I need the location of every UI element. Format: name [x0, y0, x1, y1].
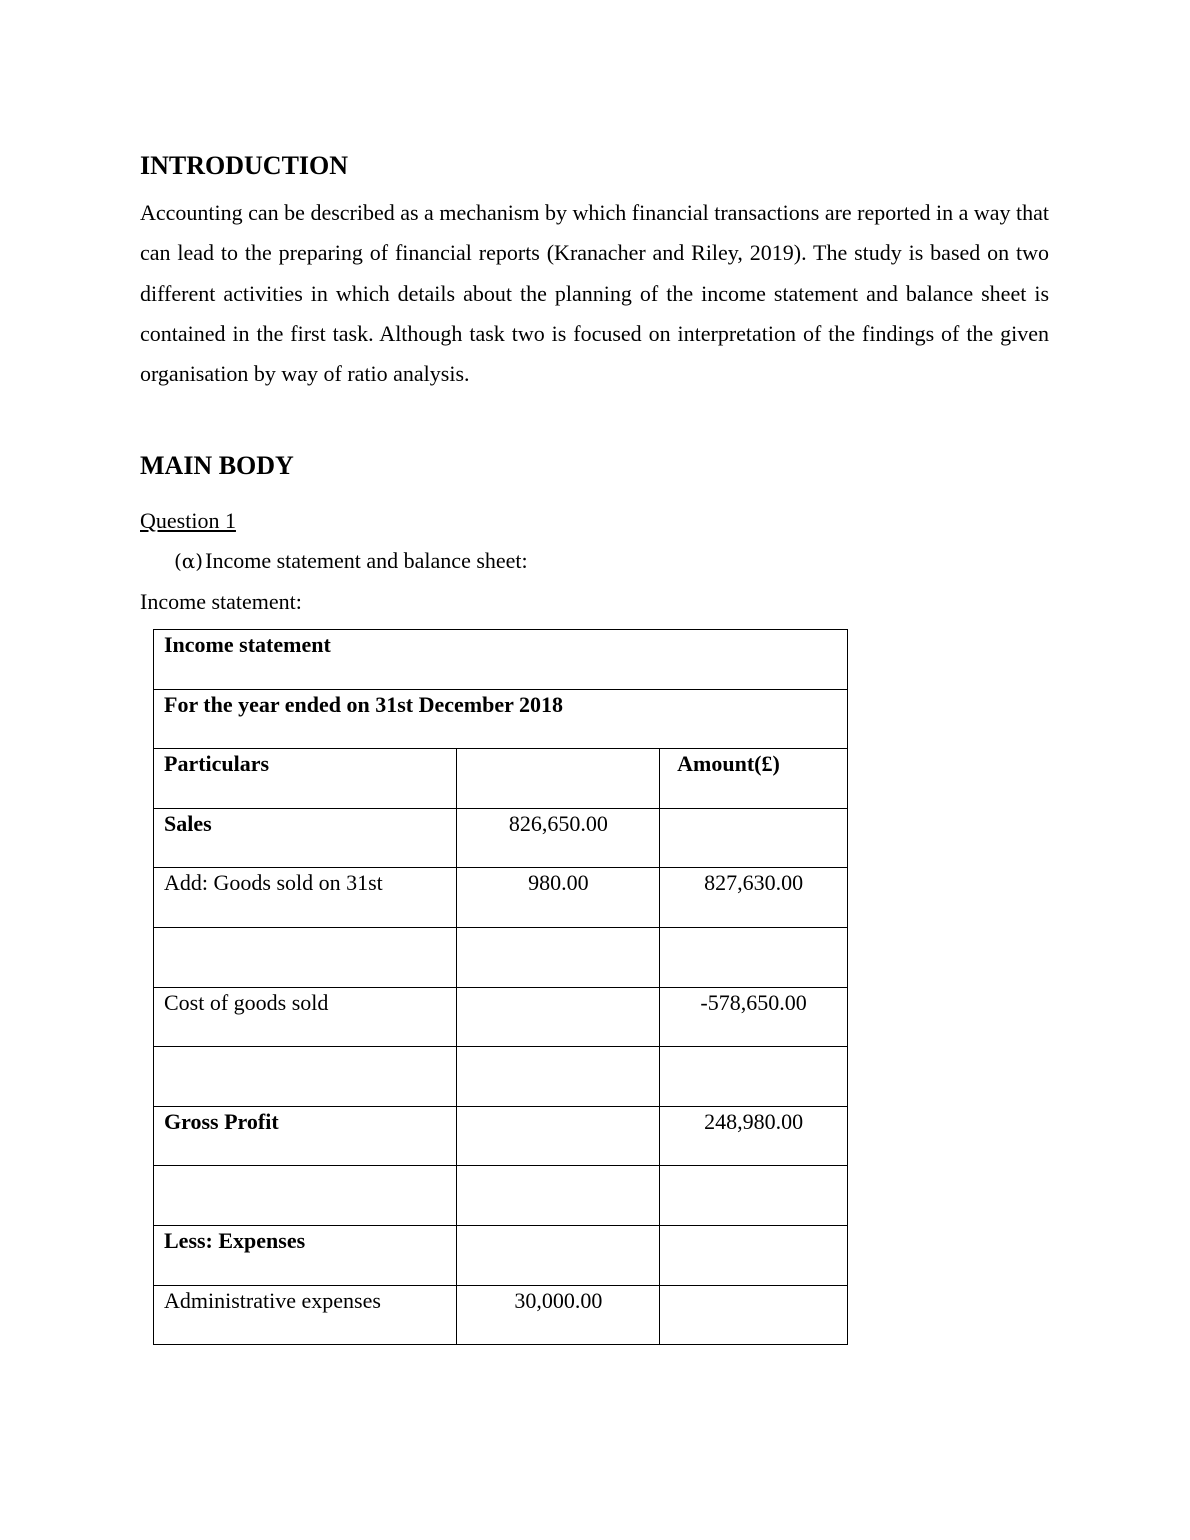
table-row — [154, 1106, 848, 1166]
row-amount — [660, 1285, 848, 1345]
row-label: Cost of goods sold — [154, 987, 457, 1047]
header-amount: Amount(£) — [660, 749, 848, 809]
row-mid-value — [457, 927, 660, 987]
row-mid-value — [457, 1047, 660, 1107]
income-statement-table — [153, 629, 848, 1345]
header-particulars: Particulars — [154, 749, 457, 809]
row-label: Less: Expenses — [154, 1225, 457, 1285]
row-label — [154, 1047, 457, 1107]
row-amount — [660, 1225, 848, 1285]
table-row — [154, 1285, 848, 1345]
header-middle — [457, 749, 660, 809]
table-row — [154, 808, 848, 868]
table-caption: Income statement: — [140, 589, 302, 614]
row-mid-value — [457, 1225, 660, 1285]
question-1-label: Question 1 — [140, 508, 236, 533]
row-amount — [660, 1166, 848, 1226]
table-row — [154, 1225, 848, 1285]
introduction-paragraph: Accounting can be described as a mechanism by which financial transactions are reported in a way that can lead to the preparing of financial reports (Kranacher and Riley, 2019). The study is based on two different activities in which details about the planning of the income statement and balance sheet is contained in the first task. Although task two is focused on interpretation of the findings of the given organisation by way of ratio analysis. — [140, 200, 1049, 387]
sub-item-a — [174, 548, 528, 574]
row-label: Add: Goods sold on 31st — [154, 868, 457, 928]
row-label: Gross Profit — [154, 1106, 457, 1166]
row-label: Sales — [154, 808, 457, 868]
list-marker: (α) — [174, 549, 204, 573]
row-mid-value: 826,650.00 — [457, 808, 660, 868]
row-label — [154, 1166, 457, 1226]
table-period: For the year ended on 31st December 2018 — [154, 689, 848, 749]
row-mid-value: 980.00 — [457, 868, 660, 928]
main-body-heading: MAIN BODY — [140, 451, 294, 480]
row-amount: -578,650.00 — [660, 987, 848, 1047]
row-mid-value: 30,000.00 — [457, 1285, 660, 1345]
row-label — [154, 927, 457, 987]
row-amount — [660, 808, 848, 868]
row-mid-value — [457, 1106, 660, 1166]
sub-item-text: Income statement and balance sheet: — [205, 548, 528, 573]
row-mid-value — [457, 1166, 660, 1226]
row-amount: 248,980.00 — [660, 1106, 848, 1166]
row-amount — [660, 1047, 848, 1107]
table-row — [154, 927, 848, 987]
table-row — [154, 1166, 848, 1226]
table-period-row — [154, 689, 848, 749]
table-row — [154, 1047, 848, 1107]
table-header-row — [154, 749, 848, 809]
introduction-heading: INTRODUCTION — [140, 151, 349, 180]
row-amount: 827,630.00 — [660, 868, 848, 928]
table-title-row — [154, 630, 848, 690]
row-mid-value — [457, 987, 660, 1047]
table-row — [154, 868, 848, 928]
table-title: Income statement — [154, 630, 848, 690]
row-amount — [660, 927, 848, 987]
table-row — [154, 987, 848, 1047]
row-label: Administrative expenses — [154, 1285, 457, 1345]
